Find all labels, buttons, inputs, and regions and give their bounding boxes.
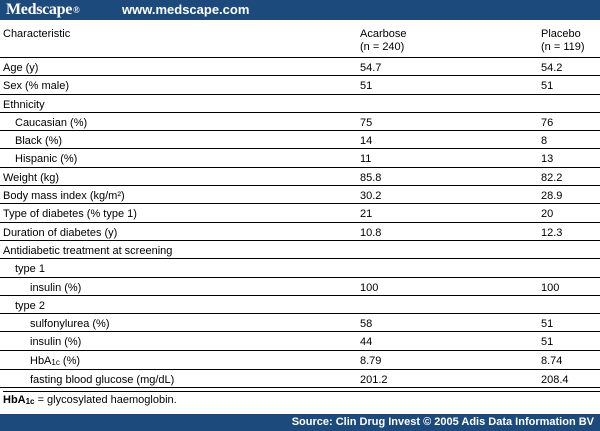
header-placebo [541, 26, 600, 58]
row-placebo-value: 28.9 [541, 186, 600, 204]
row-label: Antidiabetic treatment at screening [0, 240, 360, 258]
source-citation: Source: Clin Drug Invest © 2005 Adis Data Information BV [291, 416, 594, 428]
row-label: type 1 [0, 259, 360, 277]
row-acarbose-value: 8.79 [360, 350, 541, 369]
footnote-term [3, 394, 35, 406]
row-placebo-value: 8 [541, 131, 600, 149]
row-placebo-value: 51 [541, 314, 600, 332]
row-label: Body mass index (kg/m²) [0, 186, 360, 204]
row-label-tail: (%) [59, 354, 81, 367]
row-placebo-value: 76 [541, 112, 600, 130]
row-label: Duration of diabetes (y) [0, 222, 360, 240]
row-placebo-value: 20 [541, 204, 600, 222]
header-acarbose-n: (n = 240) [360, 41, 405, 53]
row-placebo-value: 8.74 [541, 350, 600, 369]
table-row [0, 277, 600, 295]
row-label-sub: 1c [51, 357, 60, 367]
row-label-main: HbA [30, 354, 52, 367]
row-label [0, 350, 360, 369]
logo-registered-mark: ® [73, 5, 80, 15]
table-row [0, 112, 600, 130]
row-acarbose-value: 21 [360, 204, 541, 222]
table-row [0, 332, 600, 350]
table-header-row [0, 26, 600, 58]
table-row [0, 76, 600, 94]
header-bar [0, 0, 600, 20]
footnote-term-main: HbA [3, 394, 26, 406]
table-row [0, 94, 600, 112]
table-row [0, 350, 600, 369]
row-placebo-value [541, 240, 600, 258]
row-placebo-value: 82.2 [541, 167, 600, 185]
row-acarbose-value: 11 [360, 149, 541, 167]
table-row [0, 167, 600, 185]
table-row [0, 58, 600, 76]
header-placebo-n: (n = 119) [541, 41, 585, 53]
table-row [0, 240, 600, 258]
medscape-logo[interactable] [6, 1, 79, 19]
row-label: Sex (% male) [0, 76, 360, 94]
row-placebo-value: 12.3 [541, 222, 600, 240]
row-label: insulin (%) [0, 332, 360, 350]
table-row [0, 222, 600, 240]
row-acarbose-value [360, 295, 541, 313]
row-acarbose-value: 30.2 [360, 186, 541, 204]
table-row [0, 295, 600, 313]
row-label: Hispanic (%) [0, 149, 360, 167]
table-row [0, 186, 600, 204]
row-acarbose-value: 58 [360, 314, 541, 332]
table-row [0, 314, 600, 332]
row-placebo-value [541, 295, 600, 313]
row-placebo-value: 100 [541, 277, 600, 295]
footnote [3, 391, 600, 406]
table-row [0, 369, 600, 387]
row-placebo-value: 51 [541, 332, 600, 350]
row-placebo-value [541, 94, 600, 112]
row-acarbose-value [360, 240, 541, 258]
table-row [0, 259, 600, 277]
characteristics-table [0, 26, 600, 388]
table-row [0, 204, 600, 222]
row-acarbose-value: 85.8 [360, 167, 541, 185]
site-url-link[interactable]: www.medscape.com [122, 2, 250, 17]
row-acarbose-value [360, 259, 541, 277]
header-placebo-label: Placebo [541, 28, 581, 40]
row-acarbose-value: 100 [360, 277, 541, 295]
row-acarbose-value: 51 [360, 76, 541, 94]
row-acarbose-value: 14 [360, 131, 541, 149]
row-placebo-value: 13 [541, 149, 600, 167]
row-acarbose-value: 54.7 [360, 58, 541, 76]
row-acarbose-value: 44 [360, 332, 541, 350]
row-placebo-value: 54.2 [541, 58, 600, 76]
row-label: Type of diabetes (% type 1) [0, 204, 360, 222]
row-label: Age (y) [0, 58, 360, 76]
table-row [0, 131, 600, 149]
row-acarbose-value: 75 [360, 112, 541, 130]
row-acarbose-value [360, 94, 541, 112]
row-acarbose-value: 10.8 [360, 222, 541, 240]
footnote-term-sub: 1c [25, 397, 35, 406]
row-label: Caucasian (%) [0, 112, 360, 130]
row-label: Black (%) [0, 131, 360, 149]
row-label: type 2 [0, 295, 360, 313]
row-label: sulfonylurea (%) [0, 314, 360, 332]
header-characteristic: Characteristic [0, 26, 360, 58]
footer-bar [0, 414, 600, 431]
header-acarbose [360, 26, 541, 58]
row-placebo-value: 51 [541, 76, 600, 94]
row-label: insulin (%) [0, 277, 360, 295]
logo-text: Medscape [6, 1, 73, 18]
row-label: Ethnicity [0, 94, 360, 112]
row-placebo-value: 208.4 [541, 369, 600, 387]
row-acarbose-value: 201.2 [360, 369, 541, 387]
footnote-definition: = glycosylated haemoglobin. [34, 394, 177, 406]
header-acarbose-label: Acarbose [360, 28, 407, 40]
table-row [0, 149, 600, 167]
table-body [0, 58, 600, 388]
row-label: fasting blood glucose (mg/dL) [0, 369, 360, 387]
row-placebo-value [541, 259, 600, 277]
row-label: Weight (kg) [0, 167, 360, 185]
